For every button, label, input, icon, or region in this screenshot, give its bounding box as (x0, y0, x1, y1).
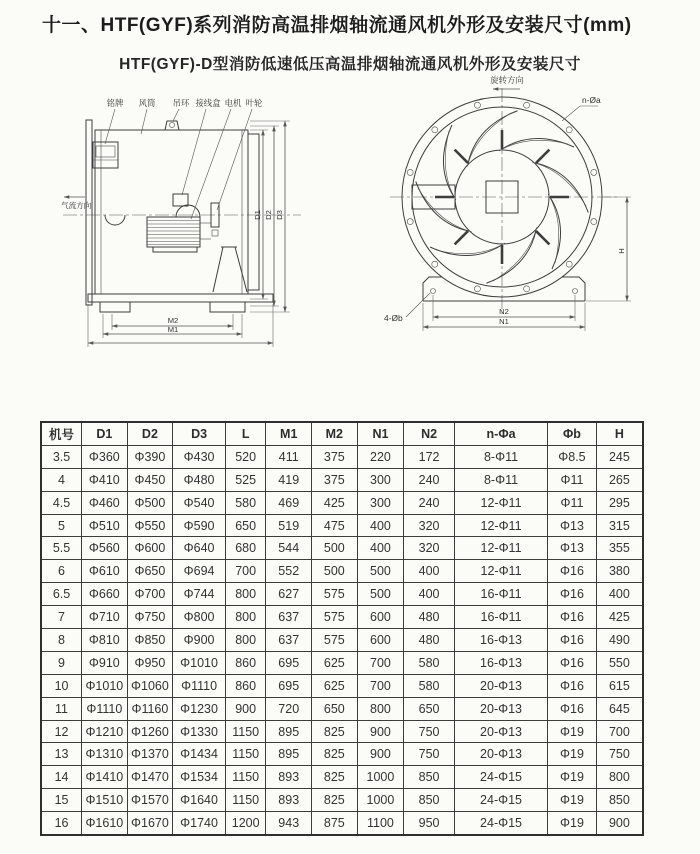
table-cell: Φ810 (82, 629, 128, 652)
table-cell: 1000 (357, 789, 404, 812)
table-cell: Φ500 (127, 491, 173, 514)
table-cell: 8-Φ11 (454, 445, 547, 468)
table-row (41, 537, 643, 560)
table-cell: Φ11 (548, 491, 597, 514)
table-row (41, 674, 643, 697)
table-cell: 625 (312, 651, 358, 674)
table-cell: Φ1670 (127, 812, 173, 835)
table-cell: Φ640 (173, 537, 226, 560)
table-cell: 750 (404, 720, 455, 743)
table-cell: Φ1640 (173, 789, 226, 812)
table-cell: 419 (266, 468, 312, 491)
table-cell: 411 (266, 445, 312, 468)
foot-left (100, 302, 130, 312)
table-cell: 1150 (225, 720, 266, 743)
table-cell: 800 (357, 697, 404, 720)
table-cell: 300 (357, 491, 404, 514)
table-cell: 650 (312, 697, 358, 720)
table-cell: Φ560 (82, 537, 128, 560)
table-cell: 825 (312, 743, 358, 766)
table-cell: 750 (404, 743, 455, 766)
impeller-part (200, 203, 219, 239)
table-cell: Φ1434 (173, 743, 226, 766)
inlet-bell (105, 215, 125, 225)
table-row (41, 743, 643, 766)
column-header: L (225, 422, 266, 445)
table-cell: 645 (596, 697, 643, 720)
table-cell: 575 (312, 629, 358, 652)
table-cell: Φ13 (548, 514, 597, 537)
label-motor: 电机 (224, 98, 242, 108)
table-cell: 400 (404, 560, 455, 583)
table-cell: 425 (596, 606, 643, 629)
table-row (41, 468, 643, 491)
table-cell: Φ19 (548, 720, 597, 743)
table-cell: 320 (404, 537, 455, 560)
table-cell: 5.5 (41, 537, 82, 560)
table-cell: Φ1010 (173, 651, 226, 674)
table-cell: 700 (357, 674, 404, 697)
table-cell: 20-Φ13 (454, 697, 547, 720)
label-impeller: 叶轮 (245, 98, 263, 108)
table-row (41, 720, 643, 743)
column-header: Φb (548, 422, 597, 445)
table-cell: 16-Φ11 (454, 583, 547, 606)
table-cell: Φ450 (127, 468, 173, 491)
table-cell: 480 (404, 606, 455, 629)
table-cell: 500 (312, 560, 358, 583)
table-cell: Φ660 (82, 583, 128, 606)
table-cell: 425 (312, 491, 358, 514)
table-cell: 320 (404, 514, 455, 537)
table-cell: 700 (225, 560, 266, 583)
table-cell: 700 (596, 720, 643, 743)
table-cell: Φ1210 (82, 720, 128, 743)
table-cell: Φ800 (173, 606, 226, 629)
table-cell: 400 (404, 583, 455, 606)
table-cell: Φ1010 (82, 674, 128, 697)
table-cell: 900 (357, 743, 404, 766)
table-row (41, 812, 643, 835)
column-header: 机号 (41, 422, 82, 445)
catalog-page (0, 10, 700, 854)
table-cell: Φ1260 (127, 720, 173, 743)
table-row (41, 491, 643, 514)
table-cell: 12-Φ11 (454, 560, 547, 583)
table-cell: 615 (596, 674, 643, 697)
table-cell: 14 (41, 766, 82, 789)
table-cell: 550 (596, 651, 643, 674)
table-cell: 469 (266, 491, 312, 514)
table-cell: 875 (312, 812, 358, 835)
table-cell: Φ1230 (173, 697, 226, 720)
table-cell: 850 (596, 789, 643, 812)
table-cell: 6 (41, 560, 82, 583)
table-cell: 20-Φ13 (454, 743, 547, 766)
table-row (41, 766, 643, 789)
table-cell: 900 (596, 812, 643, 835)
table-cell: 24-Φ15 (454, 766, 547, 789)
table-cell: 895 (266, 743, 312, 766)
table-row (41, 560, 643, 583)
table-cell: Φ1370 (127, 743, 173, 766)
table-cell: Φ950 (127, 651, 173, 674)
column-header: H (596, 422, 643, 445)
label-duct: 风筒 (138, 98, 156, 108)
base-dimensions (423, 295, 585, 331)
table-cell: Φ650 (127, 560, 173, 583)
table-cell: 600 (357, 629, 404, 652)
table-cell: Φ610 (82, 560, 128, 583)
table-cell: Φ1060 (127, 674, 173, 697)
table-cell: 625 (312, 674, 358, 697)
table-body (41, 445, 643, 835)
table-cell: 860 (225, 651, 266, 674)
table-cell: Φ16 (548, 697, 597, 720)
dim-label-d1: D1 (253, 210, 262, 220)
label-junction-box: 接线盒 (195, 98, 221, 108)
table-cell: Φ410 (82, 468, 128, 491)
table-cell: 375 (312, 445, 358, 468)
table-cell: 800 (225, 583, 266, 606)
table-cell: 1000 (357, 766, 404, 789)
table-cell: 500 (312, 537, 358, 560)
table-cell: 650 (404, 697, 455, 720)
table-cell: 825 (312, 720, 358, 743)
flange-bolt-label: n-Øa (582, 95, 601, 105)
table-cell: 825 (312, 766, 358, 789)
table-cell: 850 (404, 766, 455, 789)
table-cell: Φ460 (82, 491, 128, 514)
foot-right (210, 302, 245, 312)
table-row (41, 697, 643, 720)
table-cell: Φ19 (548, 789, 597, 812)
table-cell: 695 (266, 674, 312, 697)
dim-label-d3: D3 (275, 210, 284, 220)
table-cell: 15 (41, 789, 82, 812)
table-cell: Φ390 (127, 445, 173, 468)
fan-front-view-drawing (340, 74, 700, 352)
table-cell: Φ1534 (173, 766, 226, 789)
table-cell: Φ1110 (173, 674, 226, 697)
table-cell: 575 (312, 583, 358, 606)
table-cell: Φ360 (82, 445, 128, 468)
table-cell: Φ1160 (127, 697, 173, 720)
table-cell: 680 (225, 537, 266, 560)
table-cell: 1150 (225, 789, 266, 812)
table-cell: 500 (357, 560, 404, 583)
table-cell: Φ19 (548, 766, 597, 789)
table-cell: 4 (41, 468, 82, 491)
table-cell: 172 (404, 445, 455, 468)
table-cell: 8-Φ11 (454, 468, 547, 491)
table-row (41, 583, 643, 606)
table-cell: 627 (266, 583, 312, 606)
table-cell: 525 (225, 468, 266, 491)
table-cell: Φ1570 (127, 789, 173, 812)
table-cell: 10 (41, 674, 82, 697)
diameter-dimensions (250, 121, 290, 312)
column-header: N1 (357, 422, 404, 445)
table-cell: 4.5 (41, 491, 82, 514)
table-row (41, 445, 643, 468)
table-cell: 490 (596, 629, 643, 652)
table-cell: 893 (266, 789, 312, 812)
base-plate (88, 294, 273, 302)
table-cell: 20-Φ13 (454, 674, 547, 697)
table-cell: 1100 (357, 812, 404, 835)
table-cell: 265 (596, 468, 643, 491)
motor-part (147, 217, 200, 252)
page-title: 十一、HTF(GYF)系列消防高温排烟轴流通风机外形及安装尺寸(mm) (42, 15, 632, 36)
table-cell: Φ710 (82, 606, 128, 629)
table-cell: 700 (357, 651, 404, 674)
column-header: D2 (127, 422, 173, 445)
table-row (41, 629, 643, 652)
table-cell: 12-Φ11 (454, 514, 547, 537)
table-cell: Φ910 (82, 651, 128, 674)
table-cell: Φ510 (82, 514, 128, 537)
table-cell: 575 (312, 606, 358, 629)
table-cell: 11 (41, 697, 82, 720)
table-cell: 800 (596, 766, 643, 789)
dim-label-n2: N2 (499, 307, 509, 316)
table-cell: 500 (357, 583, 404, 606)
table-cell: Φ13 (548, 537, 597, 560)
table-cell: 600 (357, 606, 404, 629)
technical-drawings (0, 74, 700, 412)
table-cell: 13 (41, 743, 82, 766)
table-cell: 750 (596, 743, 643, 766)
rotation-label: 旋转方向 (490, 75, 524, 85)
table-cell: Φ1470 (127, 766, 173, 789)
dim-label-m2: M2 (167, 316, 179, 325)
table-cell: 24-Φ15 (454, 812, 547, 835)
table-cell: 580 (404, 674, 455, 697)
table-cell: 245 (596, 445, 643, 468)
table-cell: Φ750 (127, 606, 173, 629)
table-cell: 519 (266, 514, 312, 537)
table-cell: Φ16 (548, 629, 597, 652)
label-lifting-ring: 吊环 (172, 98, 190, 108)
table-cell: 637 (266, 629, 312, 652)
table-cell: 400 (357, 514, 404, 537)
table-cell: 16-Φ13 (454, 629, 547, 652)
dim-label-m1: M1 (167, 325, 179, 334)
table-cell: 12-Φ11 (454, 491, 547, 514)
table-cell: 16 (41, 812, 82, 835)
table-cell: Φ1740 (173, 812, 226, 835)
table-cell: 400 (357, 537, 404, 560)
table-cell: Φ480 (173, 468, 226, 491)
table-cell: Φ550 (127, 514, 173, 537)
table-cell: 380 (596, 560, 643, 583)
table-cell: 720 (266, 697, 312, 720)
junction-box-part (173, 194, 188, 206)
column-header: n-Φa (454, 422, 547, 445)
table-cell: 24-Φ15 (454, 789, 547, 812)
table-cell: 220 (357, 445, 404, 468)
header-row (41, 422, 643, 445)
table-cell: 375 (312, 468, 358, 491)
table-cell: 295 (596, 491, 643, 514)
table-cell: 1150 (225, 743, 266, 766)
table-cell: 1150 (225, 766, 266, 789)
airflow-direction (61, 197, 92, 210)
table-cell: Φ744 (173, 583, 226, 606)
flange-bolt-callout (562, 95, 601, 121)
rotation-direction (490, 75, 524, 89)
table-cell: 315 (596, 514, 643, 537)
table-cell: Φ700 (127, 583, 173, 606)
table-cell: Φ1330 (173, 720, 226, 743)
table-cell: 16-Φ13 (454, 651, 547, 674)
table-cell: 16-Φ11 (454, 606, 547, 629)
nameplate-part (93, 142, 118, 168)
table-cell: 650 (225, 514, 266, 537)
table-cell: 300 (357, 468, 404, 491)
table-cell: 12 (41, 720, 82, 743)
table-cell: 637 (266, 606, 312, 629)
table-cell: 825 (312, 789, 358, 812)
table-cell: 475 (312, 514, 358, 537)
column-header: N2 (404, 422, 455, 445)
table-cell: 895 (266, 720, 312, 743)
table-cell: 240 (404, 468, 455, 491)
table-cell: 7 (41, 606, 82, 629)
column-header: D1 (82, 422, 128, 445)
table-cell: Φ1310 (82, 743, 128, 766)
table-cell: Φ694 (173, 560, 226, 583)
table-cell: Φ590 (173, 514, 226, 537)
table-row (41, 651, 643, 674)
dim-label-h: H (617, 248, 626, 254)
table-cell: Φ19 (548, 812, 597, 835)
table-cell: 860 (225, 674, 266, 697)
table-cell: 695 (266, 651, 312, 674)
table-header (41, 422, 643, 445)
table-cell: 893 (266, 766, 312, 789)
table-cell: 900 (225, 697, 266, 720)
airflow-label: 气流方向 (61, 201, 92, 210)
table-row (41, 514, 643, 537)
table-cell: 800 (225, 629, 266, 652)
table-cell: 900 (357, 720, 404, 743)
table-cell: 480 (404, 629, 455, 652)
table-cell: Φ1110 (82, 697, 128, 720)
table-cell: 943 (266, 812, 312, 835)
table-cell: 20-Φ13 (454, 720, 547, 743)
table-cell: Φ11 (548, 468, 597, 491)
dim-label-d2: D2 (264, 210, 273, 220)
height-dimension (586, 197, 631, 301)
table-cell: 12-Φ11 (454, 537, 547, 560)
table-cell: Φ600 (127, 537, 173, 560)
table-cell: Φ430 (173, 445, 226, 468)
table-cell: Φ16 (548, 651, 597, 674)
table-row (41, 789, 643, 812)
table-cell: 800 (225, 606, 266, 629)
table-cell: Φ16 (548, 674, 597, 697)
lifting-ring-part (165, 121, 179, 130)
table-cell: 3.5 (41, 445, 82, 468)
table-cell: Φ1610 (82, 812, 128, 835)
label-nameplate: 铭牌 (106, 98, 124, 108)
inlet-flange (86, 120, 92, 305)
dimension-table (40, 421, 644, 836)
base-bolt-label: 4-Øb (384, 313, 403, 323)
table-cell: Φ16 (548, 583, 597, 606)
column-header: D3 (173, 422, 226, 445)
table-cell: 400 (596, 583, 643, 606)
table-cell: 5 (41, 514, 82, 537)
table-cell: Φ900 (173, 629, 226, 652)
table-cell: 544 (266, 537, 312, 560)
table-cell: Φ16 (548, 560, 597, 583)
page-subtitle: HTF(GYF)-D型消防低速低压高温排烟轴流通风机外形及安装尺寸 (119, 56, 581, 73)
table-cell: 240 (404, 491, 455, 514)
column-header: M1 (266, 422, 312, 445)
table-cell: 6.5 (41, 583, 82, 606)
table-cell: Φ16 (548, 606, 597, 629)
table-cell: 580 (404, 651, 455, 674)
table-cell: Φ1410 (82, 766, 128, 789)
table-cell: Φ8.5 (548, 445, 597, 468)
table-cell: Φ540 (173, 491, 226, 514)
fan-side-view-drawing (55, 90, 385, 362)
column-header: M2 (312, 422, 358, 445)
table-cell: 850 (404, 789, 455, 812)
table-cell: 520 (225, 445, 266, 468)
table-cell: Φ850 (127, 629, 173, 652)
table-cell: 9 (41, 651, 82, 674)
table-cell: 1200 (225, 812, 266, 835)
table-cell: Φ1510 (82, 789, 128, 812)
table-cell: 950 (404, 812, 455, 835)
table-row (41, 606, 643, 629)
table-cell: 8 (41, 629, 82, 652)
dim-label-n1: N1 (499, 317, 509, 326)
table-cell: 355 (596, 537, 643, 560)
table-cell: 552 (266, 560, 312, 583)
table-cell: Φ19 (548, 743, 597, 766)
table-cell: 580 (225, 491, 266, 514)
